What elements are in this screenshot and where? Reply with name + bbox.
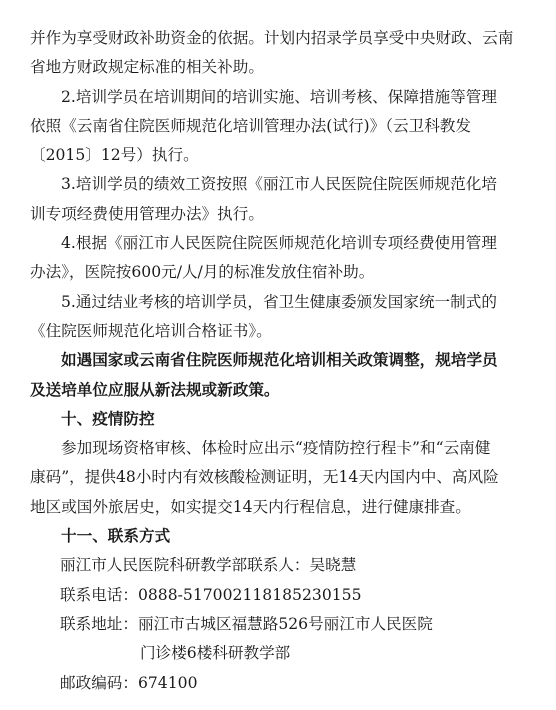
paragraph-line: 《住院医师规范化培训合格证书》。 bbox=[30, 321, 272, 340]
paragraph-line: 4.根据《丽江市人民医院住院医师规范化培训专项经费使用管理 bbox=[61, 234, 497, 253]
section-heading-epidemic: 十、疫情防控 bbox=[61, 409, 155, 428]
paragraph-line: 训专项经费使用管理办法》执行。 bbox=[30, 204, 264, 223]
contact-address: 联系地址：丽江市古城区福慧路526号丽江市人民医院 bbox=[60, 614, 433, 633]
paragraph-line: 2.培训学员在培训期间的培训实施、培训考核、保障措施等管理 bbox=[61, 87, 497, 106]
paragraph-line: 〔2015〕12号）执行。 bbox=[30, 146, 199, 165]
contact-postcode: 邮政编码：674100 bbox=[60, 673, 198, 692]
paragraph-line: 依照《云南省住院医师规范化培训管理办法(试行)》（云卫科教发 bbox=[30, 116, 471, 135]
paragraph-line: 3.培训学员的绩效工资按照《丽江市人民医院住院医师规范化培 bbox=[61, 175, 497, 194]
contact-person: 丽江市人民医院科研教学部联系人：吴晓慧 bbox=[60, 556, 357, 575]
paragraph-line: 康码”，提供48小时内有效核酸检测证明，无14天内国内中、高风险 bbox=[30, 468, 499, 487]
contact-phone: 联系电话：0888-517002118185230155 bbox=[60, 585, 362, 604]
policy-notice-line: 及送培单位应服从新法规或新政策。 bbox=[30, 380, 280, 399]
document-body bbox=[30, 24, 522, 698]
paragraph-line: 办法》，医院按600元/人/月的标准发放住宿补助。 bbox=[30, 263, 375, 282]
section-heading-contact: 十一、联系方式 bbox=[61, 527, 171, 546]
paragraph-line: 参加现场资格审核、体检时应出示“疫情防控行程卡”和“云南健 bbox=[61, 439, 491, 458]
contact-address-continued: 门诊楼6楼科研教学部 bbox=[140, 644, 291, 663]
paragraph-line: 地区或国外旅居史，如实提交14天内行程信息，进行健康排查。 bbox=[30, 497, 471, 516]
paragraph-line: 并作为享受财政补助资金的依据。计划内招录学员享受中央财政、云南 bbox=[30, 29, 514, 47]
paragraph-line: 5.通过结业考核的培训学员，省卫生健康委颁发国家统一制式的 bbox=[61, 292, 497, 311]
policy-notice-line: 如遇国家或云南省住院医师规范化培训相关政策调整，规培学员 bbox=[61, 351, 498, 370]
paragraph-line: 省地方财政规定标准的相关补助。 bbox=[30, 58, 264, 77]
